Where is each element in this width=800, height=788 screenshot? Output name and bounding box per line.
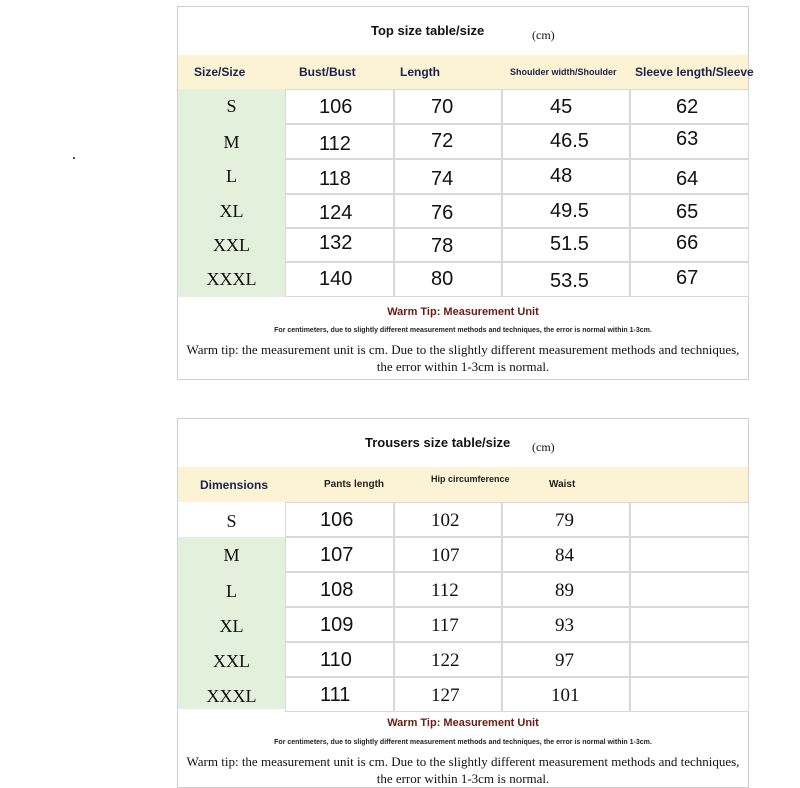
top-cell-value: 78 bbox=[431, 235, 454, 257]
top-table-title: Top size table/size bbox=[371, 23, 485, 38]
top-cell bbox=[394, 262, 502, 297]
top-cell-value: 106 bbox=[319, 96, 353, 118]
top-cell bbox=[394, 228, 502, 262]
top-size-label: L bbox=[226, 166, 237, 186]
bottom-cell bbox=[502, 607, 630, 642]
bottom-cell bbox=[630, 537, 749, 572]
bottom-cell bbox=[502, 502, 630, 537]
bottom-cell bbox=[502, 537, 630, 572]
bottom-cell-value: 84 bbox=[555, 545, 574, 566]
top-cell-value: 65 bbox=[676, 201, 699, 223]
bottom-cell-value: 97 bbox=[555, 650, 574, 671]
bottom-cell-value: 79 bbox=[555, 510, 574, 531]
top-cell bbox=[630, 262, 749, 297]
bottom-tip-small: For centimeters, due to slightly different measurement methods and techniques, the error is normal within 1-3cm. bbox=[274, 739, 652, 746]
bottom-cell-value: 111 bbox=[320, 684, 351, 706]
top-header-row bbox=[178, 55, 754, 89]
bottom-header-waist: Waist bbox=[549, 479, 576, 490]
top-cell bbox=[285, 159, 394, 194]
bottom-cell bbox=[285, 537, 394, 572]
top-cell bbox=[285, 124, 394, 159]
top-cell bbox=[394, 194, 502, 228]
top-size-table bbox=[177, 6, 754, 380]
top-cell bbox=[502, 124, 630, 159]
top-header-shoulder: Shoulder width/Shoulder bbox=[510, 67, 617, 77]
top-cell-value: 76 bbox=[431, 202, 454, 224]
bottom-header-hip: Hip circumference bbox=[431, 474, 510, 484]
top-cell bbox=[502, 159, 630, 194]
bottom-cell-value: 89 bbox=[555, 580, 574, 601]
top-cell-value: 80 bbox=[431, 268, 454, 290]
top-cell-value: 51.5 bbox=[550, 233, 589, 255]
top-cell bbox=[630, 159, 749, 194]
trousers-size-table bbox=[177, 418, 749, 788]
bottom-tip-title: Warm Tip: Measurement Unit bbox=[387, 717, 539, 729]
top-cell bbox=[502, 228, 630, 262]
top-cell bbox=[502, 89, 630, 124]
top-cell-value: 132 bbox=[319, 232, 353, 254]
top-cell bbox=[502, 194, 630, 228]
top-cell-value: 67 bbox=[676, 267, 699, 289]
top-tip-title: Warm Tip: Measurement Unit bbox=[387, 306, 539, 318]
top-cell bbox=[630, 228, 749, 262]
bottom-size-label: XL bbox=[219, 616, 244, 636]
bottom-header-row bbox=[178, 467, 748, 502]
bottom-cell-value: 122 bbox=[431, 650, 460, 671]
top-cell bbox=[285, 262, 394, 297]
top-tip-small: For centimeters, due to slightly different measurement methods and techniques, the error is normal within 1-3cm. bbox=[274, 327, 652, 334]
bottom-cell bbox=[502, 642, 630, 677]
bottom-cell bbox=[630, 502, 749, 537]
top-cell bbox=[630, 124, 749, 159]
bottom-cell bbox=[285, 572, 394, 607]
top-cell-value: 46.5 bbox=[550, 130, 589, 152]
bottom-cell-value: 108 bbox=[320, 579, 354, 601]
bottom-cell-value: 102 bbox=[431, 510, 460, 531]
bottom-cell-value: 107 bbox=[320, 544, 354, 566]
bottom-cell bbox=[502, 677, 630, 712]
top-cell-value: 49.5 bbox=[550, 200, 589, 222]
top-cell bbox=[285, 89, 394, 124]
bottom-cell bbox=[394, 607, 502, 642]
bottom-cell bbox=[394, 502, 502, 537]
bottom-size-label: XXL bbox=[213, 651, 250, 671]
top-size-label: XL bbox=[219, 201, 244, 221]
top-size-label: M bbox=[223, 132, 240, 152]
bottom-cell bbox=[630, 642, 749, 677]
top-cell bbox=[285, 228, 394, 262]
top-cell-value: 45 bbox=[550, 96, 573, 118]
top-header-bust: Bust/Bust bbox=[299, 65, 356, 79]
bottom-cell-value: 109 bbox=[320, 614, 354, 636]
bottom-size-label: S bbox=[226, 511, 237, 531]
top-tip-body: Warm tip: the measurement unit is cm. Due to the slightly different measurement methods and techniques, the error within 1-3cm is normal. bbox=[186, 342, 740, 374]
stray-dot bbox=[73, 157, 75, 159]
top-cell-value: 64 bbox=[676, 168, 699, 190]
bottom-cell bbox=[285, 502, 394, 537]
top-cell-value: 112 bbox=[319, 133, 351, 155]
top-cell bbox=[394, 89, 502, 124]
bottom-cell bbox=[630, 572, 749, 607]
top-cell bbox=[285, 194, 394, 228]
top-header-size: Size/Size bbox=[194, 65, 246, 79]
bottom-size-label: M bbox=[223, 545, 240, 565]
top-table-unit: (cm) bbox=[532, 28, 555, 42]
bottom-cell bbox=[394, 677, 502, 712]
bottom-cell bbox=[394, 572, 502, 607]
top-cell-value: 140 bbox=[319, 268, 353, 290]
top-cell bbox=[630, 194, 749, 228]
bottom-cell-value: 107 bbox=[431, 545, 460, 566]
top-cell-value: 48 bbox=[550, 165, 573, 187]
top-size-label: S bbox=[226, 96, 237, 116]
bottom-cell-value: 127 bbox=[431, 685, 460, 706]
bottom-table-unit: (cm) bbox=[532, 440, 555, 454]
bottom-cell bbox=[285, 642, 394, 677]
bottom-cell-value: 110 bbox=[320, 649, 352, 671]
top-title-row bbox=[178, 7, 748, 55]
top-cell-value: 124 bbox=[319, 202, 353, 224]
top-cell-value: 62 bbox=[676, 96, 699, 118]
bottom-cell bbox=[630, 677, 749, 712]
bottom-cell-value: 106 bbox=[320, 509, 354, 531]
top-header-length: Length bbox=[400, 65, 440, 79]
bottom-cell bbox=[502, 572, 630, 607]
top-cell-value: 63 bbox=[676, 128, 699, 150]
top-cell-value: 53.5 bbox=[550, 270, 589, 292]
bottom-title-row bbox=[178, 419, 748, 467]
bottom-cell bbox=[285, 607, 394, 642]
bottom-cell-value: 117 bbox=[431, 615, 459, 636]
bottom-cell-value: 101 bbox=[551, 685, 580, 706]
bottom-header-pants-length: Pants length bbox=[324, 479, 385, 490]
bottom-cell-value: 93 bbox=[555, 615, 574, 636]
top-cell bbox=[394, 159, 502, 194]
bottom-cell-value: 112 bbox=[431, 580, 459, 601]
top-cell bbox=[394, 124, 502, 159]
bottom-cell bbox=[285, 677, 394, 712]
bottom-cell bbox=[630, 607, 749, 642]
top-cell-value: 72 bbox=[431, 130, 454, 152]
top-size-label: XXXL bbox=[206, 269, 257, 289]
top-size-column bbox=[178, 89, 285, 297]
bottom-cell bbox=[394, 537, 502, 572]
top-header-sleeve: Sleeve length/Sleeve bbox=[635, 65, 754, 79]
bottom-header-dimensions: Dimensions bbox=[200, 478, 269, 492]
bottom-table-title: Trousers size table/size bbox=[365, 435, 511, 450]
top-cell-value: 74 bbox=[431, 168, 454, 190]
top-size-label: XXL bbox=[213, 235, 250, 255]
top-cell bbox=[630, 89, 749, 124]
top-cell bbox=[502, 262, 630, 297]
bottom-size-label: L bbox=[226, 581, 237, 601]
bottom-cell bbox=[394, 642, 502, 677]
bottom-tip-body: Warm tip: the measurement unit is cm. Due to the slightly different measurement methods and techniques, the error within 1-3cm is normal. bbox=[186, 754, 740, 786]
top-cell-value: 66 bbox=[676, 232, 699, 254]
bottom-size-label: XXXL bbox=[206, 686, 257, 706]
top-cell-value: 70 bbox=[431, 96, 454, 118]
top-cell-value: 118 bbox=[319, 168, 351, 190]
